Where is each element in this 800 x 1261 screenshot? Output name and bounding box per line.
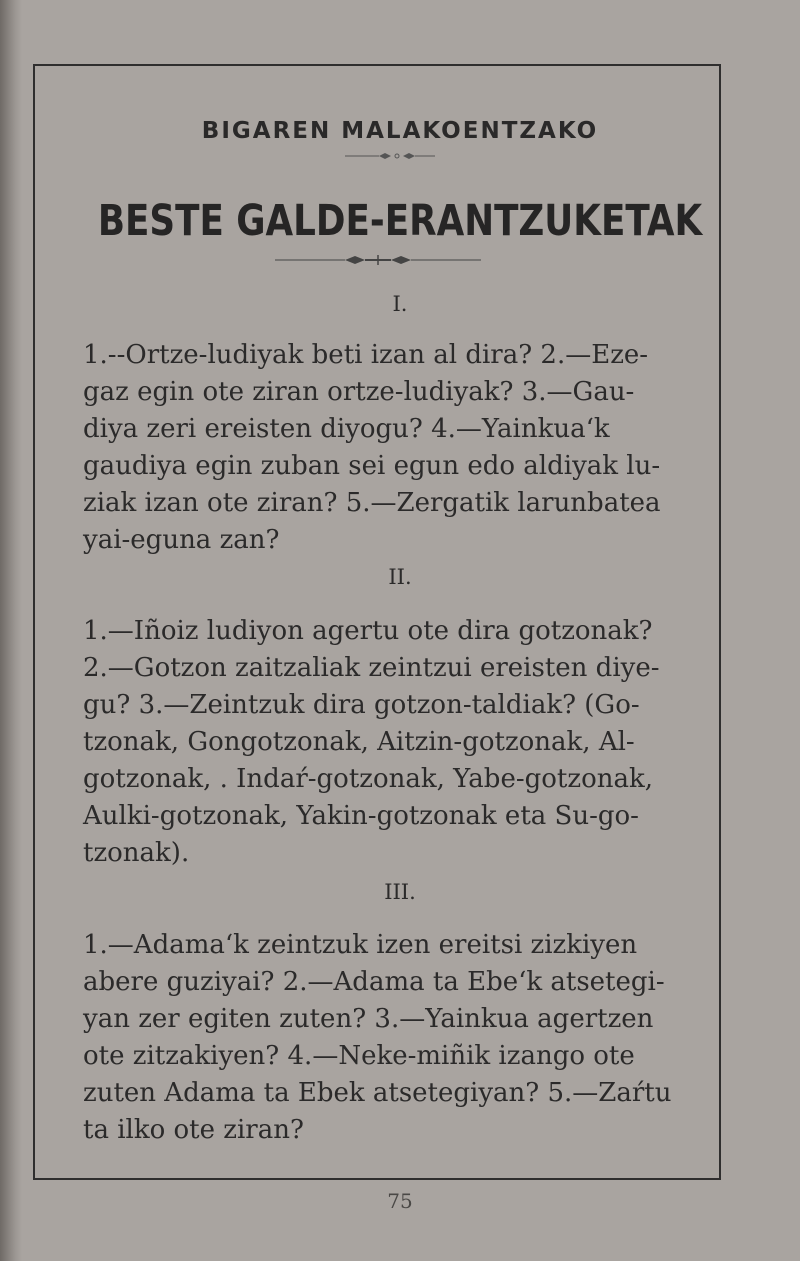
section-numeral: II. <box>388 565 412 589</box>
section-1-text <box>83 337 683 559</box>
page-title: BESTE GALDE-ERANTZUKETAK <box>97 196 703 246</box>
section-numeral: I. <box>392 292 408 316</box>
text-line: gu? 3.—Zeintzuk dira gotzon-taldiak? (Go- <box>83 690 640 720</box>
small-divider-ornament <box>345 149 435 163</box>
title-divider-ornament <box>275 253 481 267</box>
text-line: ziak izan ote ziran? 5.—Zergatik larunbatea <box>83 488 661 518</box>
text-line: tzonak, Gongotzonak, Aitzin-gotzonak, Al- <box>83 727 635 757</box>
page-number: 75 <box>387 1189 413 1213</box>
text-line: 1.--Ortze-ludiyak beti izan al dira? 2.—Eze- <box>83 340 649 370</box>
text-line: diya zeri ereisten diyogu? 4.—Yainkua‘k <box>83 414 610 444</box>
text-line: tzonak). <box>83 838 190 868</box>
text-line: 1.—Adama‘k zeintzuk izen ereitsi zizkiyen <box>83 930 638 960</box>
text-line: 2.—Gotzon zaitzaliak zeintzui ereisten diye- <box>83 653 660 683</box>
text-line: yai-eguna zan? <box>83 525 280 555</box>
text-line: ta ilko ote ziran? <box>83 1115 304 1145</box>
text-line: gaudiya egin zuban sei egun edo aldiyak lu- <box>83 451 661 481</box>
section-header: BIGAREN MALAKOENTZAKO <box>201 118 599 144</box>
text-line: Aulki-gotzonak, Yakin-gotzonak eta Su-go- <box>83 801 639 831</box>
text-line: abere guziyai? 2.—Adama ta Ebe‘k atsetegi- <box>83 967 665 997</box>
book-spine-shadow <box>0 0 22 1261</box>
section-numeral: III. <box>384 880 416 904</box>
text-line: ote zitzakiyen? 4.—Neke-miñik izango ote <box>83 1041 635 1071</box>
section-2-text <box>83 613 683 872</box>
text-line: zuten Adama ta Ebek atsetegiyan? 5.—Zaŕtu <box>83 1078 672 1108</box>
text-line: yan zer egiten zuten? 3.—Yainkua agertzen <box>83 1004 654 1034</box>
text-line: gaz egin ote ziran ortze-ludiyak? 3.—Gau- <box>83 377 635 407</box>
text-line: gotzonak, . Indaŕ-gotzonak, Yabe-gotzonak, <box>83 764 653 794</box>
text-line: 1.—Iñoiz ludiyon agertu ote dira gotzonak? <box>83 616 653 646</box>
section-3-text <box>83 927 683 1149</box>
